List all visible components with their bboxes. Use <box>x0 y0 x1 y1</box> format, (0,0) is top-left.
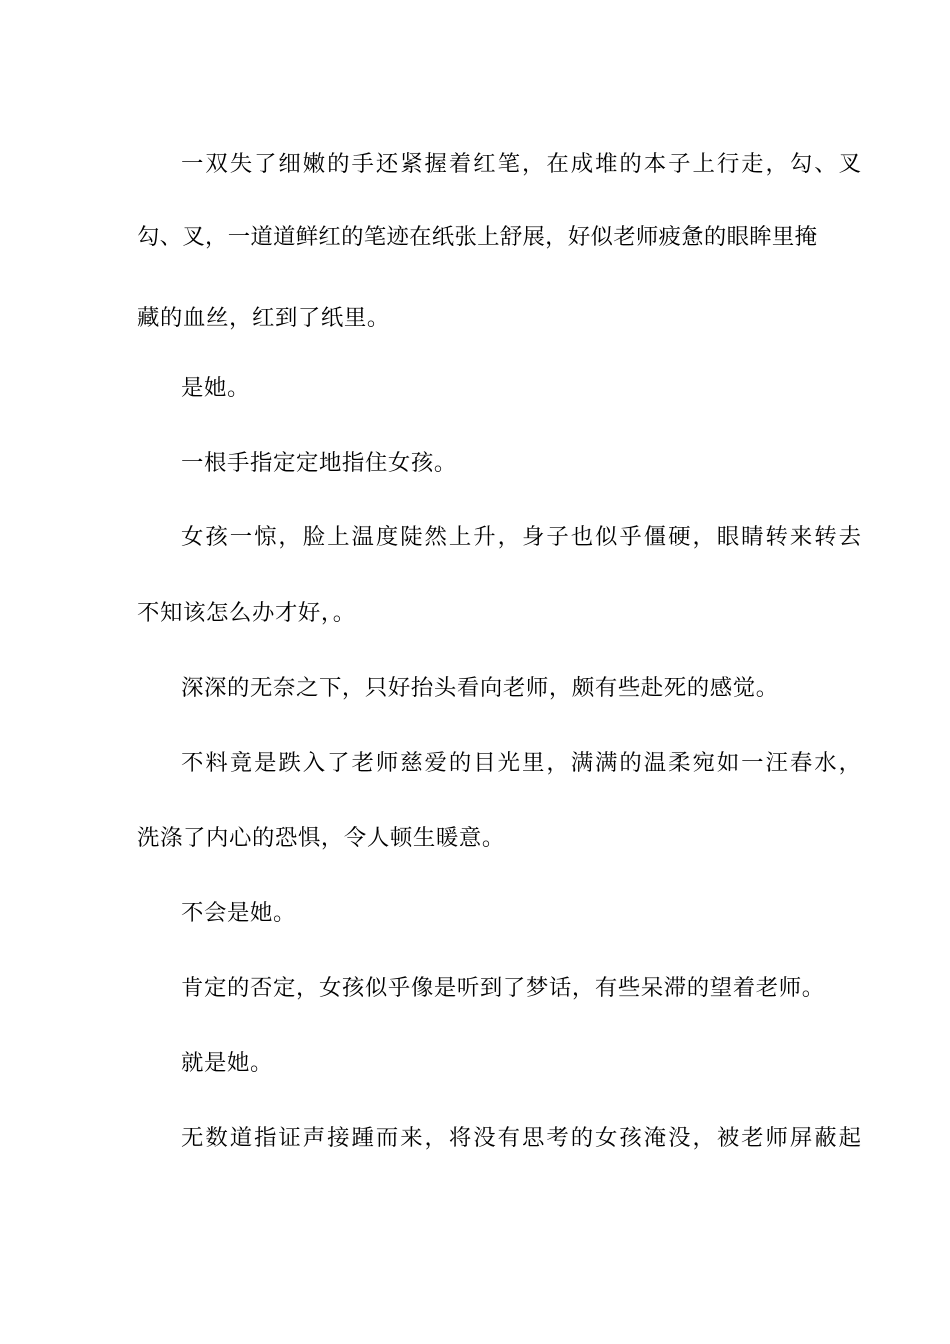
paragraph-7: 不会是她。 <box>181 900 296 926</box>
paragraph-1-line-3: 藏的血丝，红到了纸里。 <box>137 305 390 331</box>
paragraph-3: 一根手指定定地指住女孩。 <box>181 450 457 476</box>
paragraph-2: 是她。 <box>181 375 250 401</box>
paragraph-4-line-2: 不知该怎么办才好，。 <box>137 600 356 626</box>
paragraph-1-line-2: 勾、叉，一道道鲜红的笔迹在纸张上舒展，好似老师疲惫的眼眸里掩 <box>137 224 817 250</box>
paragraph-6-line-1: 不料竟是跌入了老师慈爱的目光里，满满的温柔宛如一汪春水， <box>181 750 861 776</box>
paragraph-10-line-1: 无数道指证声接踵而来，将没有思考的女孩淹没，被老师屏蔽起 <box>181 1125 861 1151</box>
paragraph-4-line-1: 女孩一惊，脸上温度陡然上升，身子也似乎僵硬，眼睛转来转去 <box>181 524 861 550</box>
paragraph-9: 就是她。 <box>181 1050 273 1076</box>
paragraph-6-line-2: 洗涤了内心的恐惧，令人顿生暖意。 <box>137 825 505 851</box>
paragraph-5: 深深的无奈之下，只好抬头看向老师，颇有些赴死的感觉。 <box>181 675 779 701</box>
paragraph-8: 肯定的否定，女孩似乎像是听到了梦话，有些呆滞的望着老师。 <box>181 975 825 1001</box>
paragraph-1-line-1: 一双失了细嫩的手还紧握着红笔，在成堆的本子上行走，勾、叉 <box>181 151 861 177</box>
